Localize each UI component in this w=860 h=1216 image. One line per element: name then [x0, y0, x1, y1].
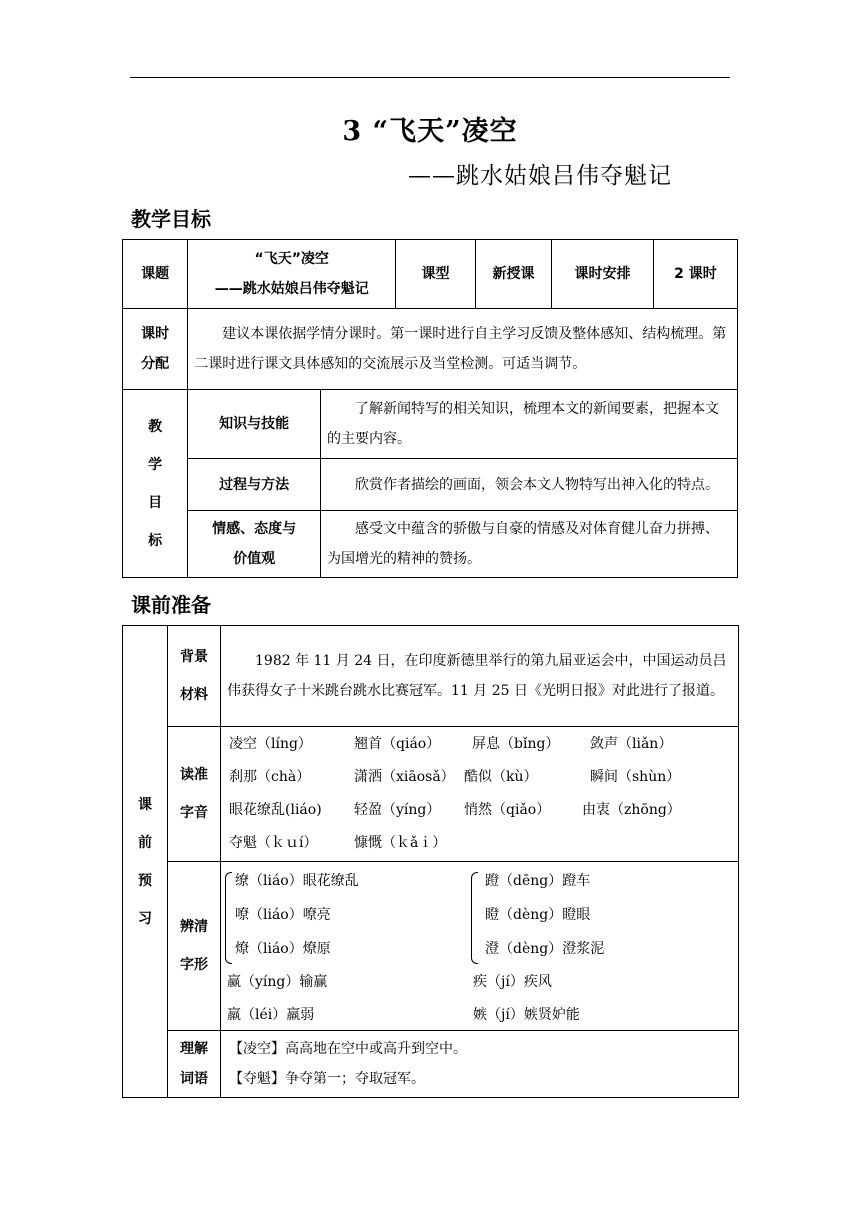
vocab-label: 理解 词语 — [168, 1031, 221, 1098]
section-heading-goals: 教学目标 — [131, 207, 211, 231]
glyph-group-left-2: 赢（yíng）输赢 羸（léi）羸弱 — [227, 974, 328, 1023]
goal-label-process: 过程与方法 — [188, 459, 321, 511]
background-text: 1982 年 11 月 24 日，在印度新德里举行的第九届亚运会中，中国运动员吕伟获得女子十米跳台跳水比赛冠军。11 月 25 日《光明日报》对此进行了报道。 — [221, 626, 739, 727]
prep-table — [122, 625, 739, 1098]
type-label: 课型 — [396, 240, 476, 309]
schedule-value: 2 课时 — [653, 240, 737, 309]
vocab-list — [221, 1031, 739, 1098]
glyph-label: 辨清 字形 — [168, 862, 221, 1031]
pron-row: 夺魁（ｋｕí） 慷慨（ｋǎｉ） — [229, 835, 447, 851]
type-value: 新授课 — [475, 240, 551, 309]
goals-table — [122, 239, 738, 578]
pron-row: 刹那（chà） 潇洒（xiāosǎ） 酷似（kù） 瞬间（shùn） — [229, 769, 681, 785]
page-title: 3 “飞天”凌空 — [342, 116, 518, 147]
section-heading-prep: 课前准备 — [131, 593, 211, 617]
goal-text-process: 欣赏作者描绘的画面，领会本文人物特写出神入化的特点。 — [320, 459, 737, 511]
pron-row: 凌空（líng） 翘首（qiáo） 屏息（bǐng） 敛声（liǎn） — [229, 736, 673, 752]
vocab-item: 【凌空】高高地在空中或高升到空中。 — [229, 1041, 467, 1057]
pron-row: 眼花缭乱(liáo) 轻盈（yíng） 悄然（qiǎo） 由衷（zhōng） — [229, 802, 681, 818]
background-label: 背景 材料 — [168, 626, 221, 727]
brace-left — [225, 872, 232, 964]
header-rule — [130, 77, 730, 78]
topic-label: 课题 — [123, 240, 188, 309]
allot-label: 课时 分配 — [123, 309, 188, 390]
glyph-list — [221, 862, 739, 1031]
glyph-group-left: 缭（liáo）眼花缭乱 嘹（liáo）嘹亮 燎（liáo）燎原 — [235, 873, 359, 957]
goals-label: 教 学 目 标 — [123, 390, 188, 578]
pronunciation-list — [221, 727, 739, 862]
preview-label: 课 前 预 习 — [123, 626, 168, 1098]
goal-label-knowledge: 知识与技能 — [188, 390, 321, 459]
page-subtitle: ——跳水姑娘吕伟夺魁记 — [408, 163, 672, 189]
goal-text-knowledge: 了解新闻特写的相关知识，梳理本文的新闻要素，把握本文的主要内容。 — [320, 390, 737, 459]
vocab-item: 【夺魁】争夺第一；夺取冠军。 — [229, 1071, 425, 1087]
goal-text-emotion: 感受文中蕴含的骄傲与自豪的情感及对体育健儿奋力拼搏、为国增光的精神的赞扬。 — [320, 511, 737, 578]
glyph-group-right: 蹬（dēng）蹬车 瞪（dèng）瞪眼 澄（dèng）澄浆泥 — [485, 873, 605, 957]
goal-label-emotion: 情感、态度与 价值观 — [188, 511, 321, 578]
brace-right — [471, 872, 478, 964]
glyph-group-right-2: 疾（jí）疾风 嫉（jí）嫉贤妒能 — [473, 974, 580, 1023]
topic-value: “飞天”凌空 ——跳水姑娘吕伟夺魁记 — [188, 240, 396, 309]
pronunciation-label: 读准 字音 — [168, 727, 221, 862]
schedule-label: 课时安排 — [552, 240, 654, 309]
allot-text: 建议本课依据学情分课时。第一课时进行自主学习反馈及整体感知、结构梳理。第二课时进行课文具体感知的交流展示及当堂检测。可适当调节。 — [188, 309, 738, 390]
